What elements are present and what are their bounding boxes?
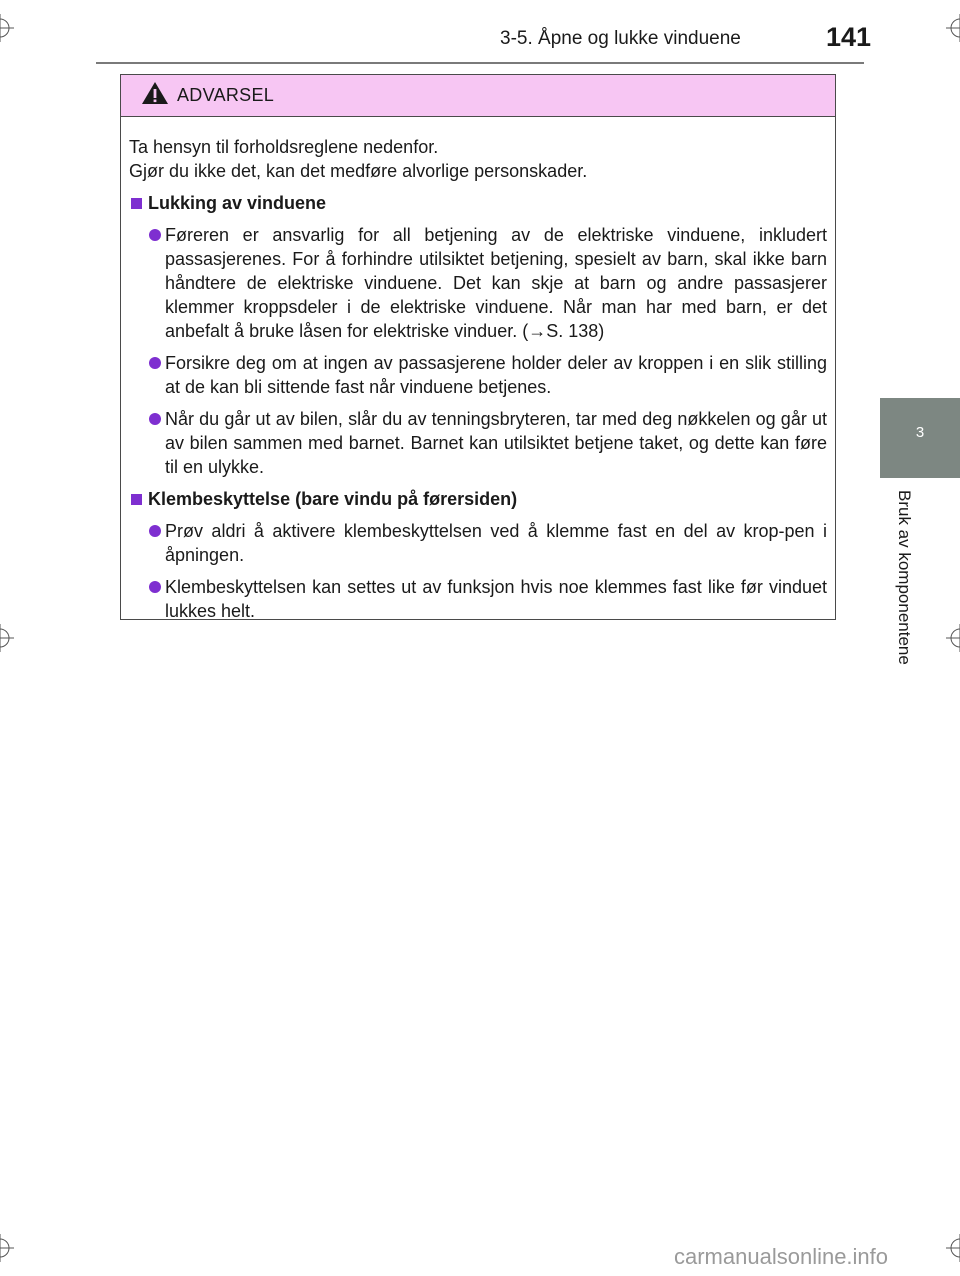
chapter-title-vertical: Bruk av komponentene bbox=[895, 490, 914, 665]
crop-mark-top-right bbox=[946, 14, 960, 42]
crop-mark-top-left bbox=[0, 14, 14, 42]
warning-body bbox=[121, 117, 835, 623]
warning-label: ADVARSEL bbox=[177, 85, 275, 105]
warning-box bbox=[120, 74, 836, 620]
intro-line: Ta hensyn til forholdsreglene nedenfor. bbox=[129, 137, 439, 157]
section-heading-text: Lukking av vinduene bbox=[148, 193, 327, 213]
section-heading-text: Klembeskyttelse (bare vindu på førersiden) bbox=[148, 489, 518, 509]
list-item bbox=[129, 407, 827, 479]
section-header-title: 3-5. Åpne og lukke vinduene bbox=[500, 28, 741, 49]
chapter-number: 3 bbox=[915, 424, 925, 441]
round-bullet-icon bbox=[149, 357, 161, 369]
round-bullet-icon bbox=[149, 229, 161, 241]
crop-mark-mid-right bbox=[946, 624, 960, 652]
list-item bbox=[129, 519, 827, 567]
watermark-text: carmanualsonline.info bbox=[674, 1244, 889, 1269]
round-bullet-icon bbox=[149, 581, 161, 593]
crop-mark-bottom-left bbox=[0, 1234, 14, 1262]
list-item-text: Føreren er ansvarlig for all betjening av de elektriske vinduene, inkludert passasjerenes. For å forhindre utilsiktet betjening, spesielt av barn, skal ikke barn håndtere de elektriske vinduene. Det kan skje at barn og andre passasjerer klemmer kroppsdeler i de elektriske vinduene. Når man har med barn, er det anbefalt å bruke låsen for elektriske vinduer. (→S. 138) bbox=[165, 225, 827, 341]
page-number: 141 bbox=[826, 22, 872, 52]
warning-intro bbox=[129, 135, 827, 183]
crop-mark-mid-left bbox=[0, 624, 14, 652]
chapter-tab bbox=[880, 398, 960, 478]
round-bullet-icon bbox=[149, 413, 161, 425]
section-heading bbox=[129, 487, 827, 511]
list-item-text: Forsikre deg om at ingen av passasjerene holder deler av kroppen i en slik stilling at de kan bli sittende fast når vinduene betjenes. bbox=[165, 353, 827, 397]
crop-mark-bottom-right bbox=[946, 1234, 960, 1262]
list-item-text: Prøv aldri å aktivere klembeskyttelsen ved å klemme fast en del av krop-pen i åpningen. bbox=[165, 521, 827, 565]
warning-header bbox=[121, 75, 835, 117]
list-item bbox=[129, 223, 827, 343]
list-item-text: Når du går ut av bilen, slår du av tenningsbryteren, tar med deg nøkkelen og går ut av bilen sammen med barnet. Barnet kan utilsiktet betjene taket, og dette kan føre til en ulykke. bbox=[165, 409, 827, 477]
header-rule bbox=[96, 62, 864, 64]
list-item-text: Klembeskyttelsen kan settes ut av funksjon hvis noe klemmes fast like før vinduet lukkes helt. bbox=[165, 577, 827, 621]
intro-line: Gjør du ikke det, kan det medføre alvorlige personskader. bbox=[129, 161, 588, 181]
square-bullet-icon bbox=[131, 198, 142, 209]
square-bullet-icon bbox=[131, 494, 142, 505]
section-lukking bbox=[129, 191, 827, 479]
list-item bbox=[129, 575, 827, 623]
list-item bbox=[129, 351, 827, 399]
section-heading bbox=[129, 191, 827, 215]
section-klembeskyttelse bbox=[129, 487, 827, 623]
warning-triangle-icon bbox=[141, 81, 177, 110]
round-bullet-icon bbox=[149, 525, 161, 537]
